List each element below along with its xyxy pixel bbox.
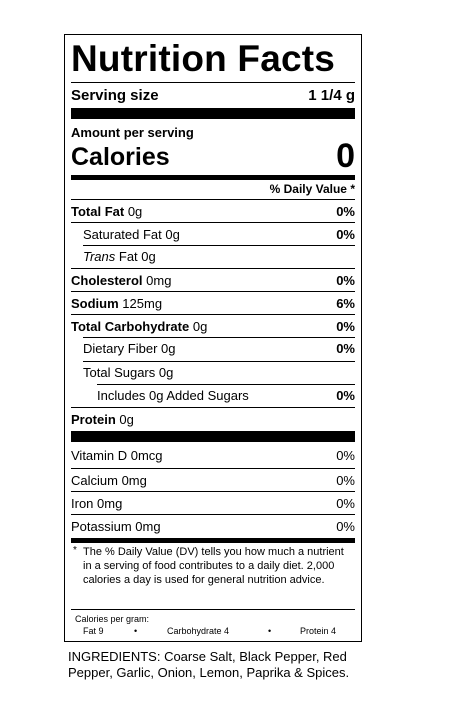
nutrient-row-saturated-fat [71,222,355,245]
vitamin-row-potassium [71,514,355,537]
medium-divider [71,175,355,180]
nutrient-dv: 0% [336,319,355,334]
medium-divider [71,538,355,543]
thick-divider [71,108,355,119]
calories-per-gram-row [71,625,355,637]
vitamin-row-calcium [71,468,355,491]
amount-per-serving: Amount per serving [71,125,194,140]
nutrient-row-sodium [71,291,355,314]
nutrient-dv: 0% [336,204,355,219]
nutrient-dv: 6% [336,296,355,311]
divider [71,609,355,610]
nutrient-amount: 0g [119,412,134,427]
nutrient-amount: 0g [192,319,208,334]
calories-value: 0 [336,137,355,175]
vitamin-name: Potassium 0mg [71,519,161,534]
vitamin-dv: 0% [336,473,355,488]
nutrient-name: Includes 0g Added Sugars [97,388,249,403]
divider [71,82,355,83]
bullet-separator: • [268,626,272,636]
nutrient-name: Sodium [71,296,119,311]
nutrient-name: Protein [71,412,116,427]
calories-label: Calories [71,143,170,171]
serving-size-value: 1 1/4 g [308,87,355,104]
ingredients-text: INGREDIENTS: Coarse Salt, Black Pepper, Red Pepper, Garlic, Onion, Lemon, Paprika & Spices. [68,649,350,680]
vitamin-row-iron [71,491,355,514]
vitamin-dv: 0% [336,448,355,463]
nutrition-facts-label [64,34,362,642]
label-title: Nutrition Facts [71,38,336,79]
nutrient-name: Total Fat [71,204,125,219]
vitamin-dv: 0% [336,519,355,534]
nutrient-amount: 0g [165,227,180,242]
nutrient-name: Total Sugars [83,365,156,380]
nutrient-amount: Fat 0g [118,249,156,264]
vitamin-row-vitamin-d [71,444,355,467]
calories-row [71,137,355,175]
calories-per-gram-carbohydrate: Carbohydrate 4 [167,626,230,636]
nutrient-row-trans-fat [71,245,355,268]
nutrient-row-added-sugars [71,384,355,407]
nutrient-name: Cholesterol [71,273,143,288]
nutrient-row-dietary-fiber [71,337,355,360]
nutrient-dv: 0% [336,341,355,356]
nutrient-amount: 0g [158,365,174,380]
footnote-star: * [73,545,77,556]
nutrient-name: Saturated Fat [83,227,162,242]
vitamin-dv: 0% [336,496,355,511]
calories-per-gram-heading: Calories per gram: [75,614,150,624]
footnote-text: The % Daily Value (DV) tells you how much a nutrient in a serving of food contributes to a daily diet. 2,000 calories a day is used for general nutrition advice. [83,546,344,586]
nutrient-row-cholesterol [71,268,355,291]
nutrient-row-total-carbohydrate [71,314,355,337]
nutrient-name: Total Carbohydrate [71,319,190,334]
vitamin-name: Iron 0mg [71,496,123,511]
bullet-separator: • [134,626,138,636]
daily-value-header: % Daily Value * [269,182,355,196]
serving-size-label: Serving size [71,87,159,104]
nutrient-dv: 0% [336,388,355,403]
nutrient-row-protein [71,407,355,430]
nutrient-name: Dietary Fiber [83,341,158,356]
calories-per-gram-protein: Protein 4 [300,626,337,636]
vitamin-name: Vitamin D 0mcg [71,448,163,463]
nutrient-amount: 0mg [146,273,172,288]
thick-divider [71,431,355,442]
calories-per-gram-fat: Fat 9 [83,626,104,636]
nutrient-dv: 0% [336,227,355,242]
nutrient-row-total-fat [71,199,355,222]
nutrient-amount: 0g [127,204,143,219]
serving-size-row [71,86,355,106]
nutrient-amount: 125mg [122,296,163,311]
nutrient-dv: 0% [336,273,355,288]
nutrient-row-total-sugars [71,361,355,384]
nutrient-name: Trans [83,249,116,264]
vitamin-name: Calcium 0mg [71,473,147,488]
nutrient-amount: 0g [161,341,176,356]
